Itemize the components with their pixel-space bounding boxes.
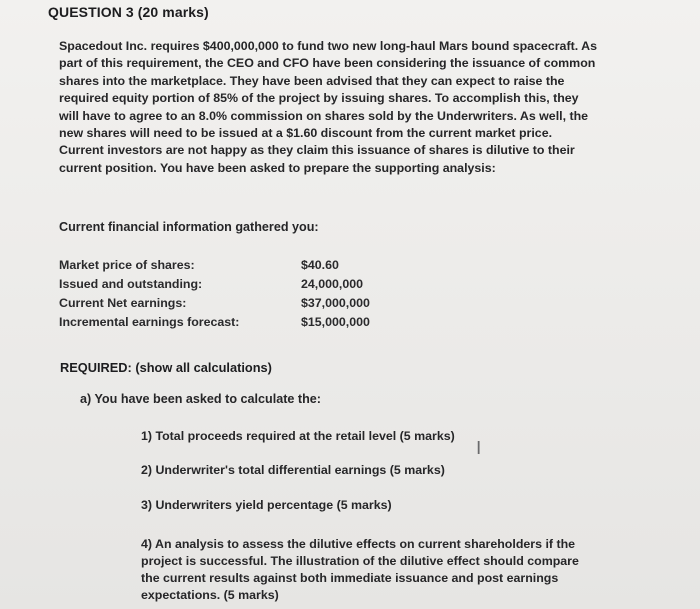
financial-label: Issued and outstanding: (59, 277, 203, 291)
financial-labels (59, 256, 239, 332)
financial-info-intro: Current financial information gathered you: (59, 220, 319, 234)
question-paragraph: Spacedout Inc. requires $400,000,000 to fund two new long-haul Mars bound spacecraft. As part of this requirement, the CEO and CFO have been considering the issuance of common shares into the marketplace. They have been advised that they can expect to raise the required equity portion of 85% of the project by issuing shares. To accomplish this, they will have to agree to an 8.0% commission on shares sold by the Underwriters. As well, the new shares will need to be issued at a $1.60 discount from the current market price. Current investors are not happy as they claim this issuance of shares is dilutive to their current position. You have been asked to prepare the supporting analysis: (59, 39, 597, 175)
question-item-1: 1) Total proceeds required at the retail level (5 marks) (141, 429, 455, 443)
financial-value: $40.60 (301, 258, 339, 272)
financial-label: Incremental earnings forecast: (59, 315, 240, 329)
required-heading: REQUIRED: (show all calculations) (60, 360, 272, 375)
question-title: QUESTION 3 (20 marks) (48, 4, 209, 20)
financial-value: 24,000,000 (301, 277, 364, 291)
financial-label: Current Net earnings: (59, 296, 187, 310)
financial-value: $15,000,000 (301, 315, 370, 329)
question-item-2: 2) Underwriter's total differential earnings (5 marks) (141, 463, 445, 477)
part-a-prompt: a) You have been asked to calculate the: (80, 392, 321, 406)
question-item-3: 3) Underwriters yield percentage (5 marks) (141, 498, 392, 512)
question-item-4: 4) An analysis to assess the dilutive effects on current shareholders if the project is successful. The illustration of the dilutive effect should compare the current results against both immediate issuance and post earnings expectations. (5 marks) (141, 537, 579, 602)
financial-values (301, 256, 370, 332)
financial-label: Market price of shares: (59, 258, 195, 272)
text-cursor-icon: I (476, 438, 482, 459)
financial-value: $37,000,000 (301, 296, 370, 310)
